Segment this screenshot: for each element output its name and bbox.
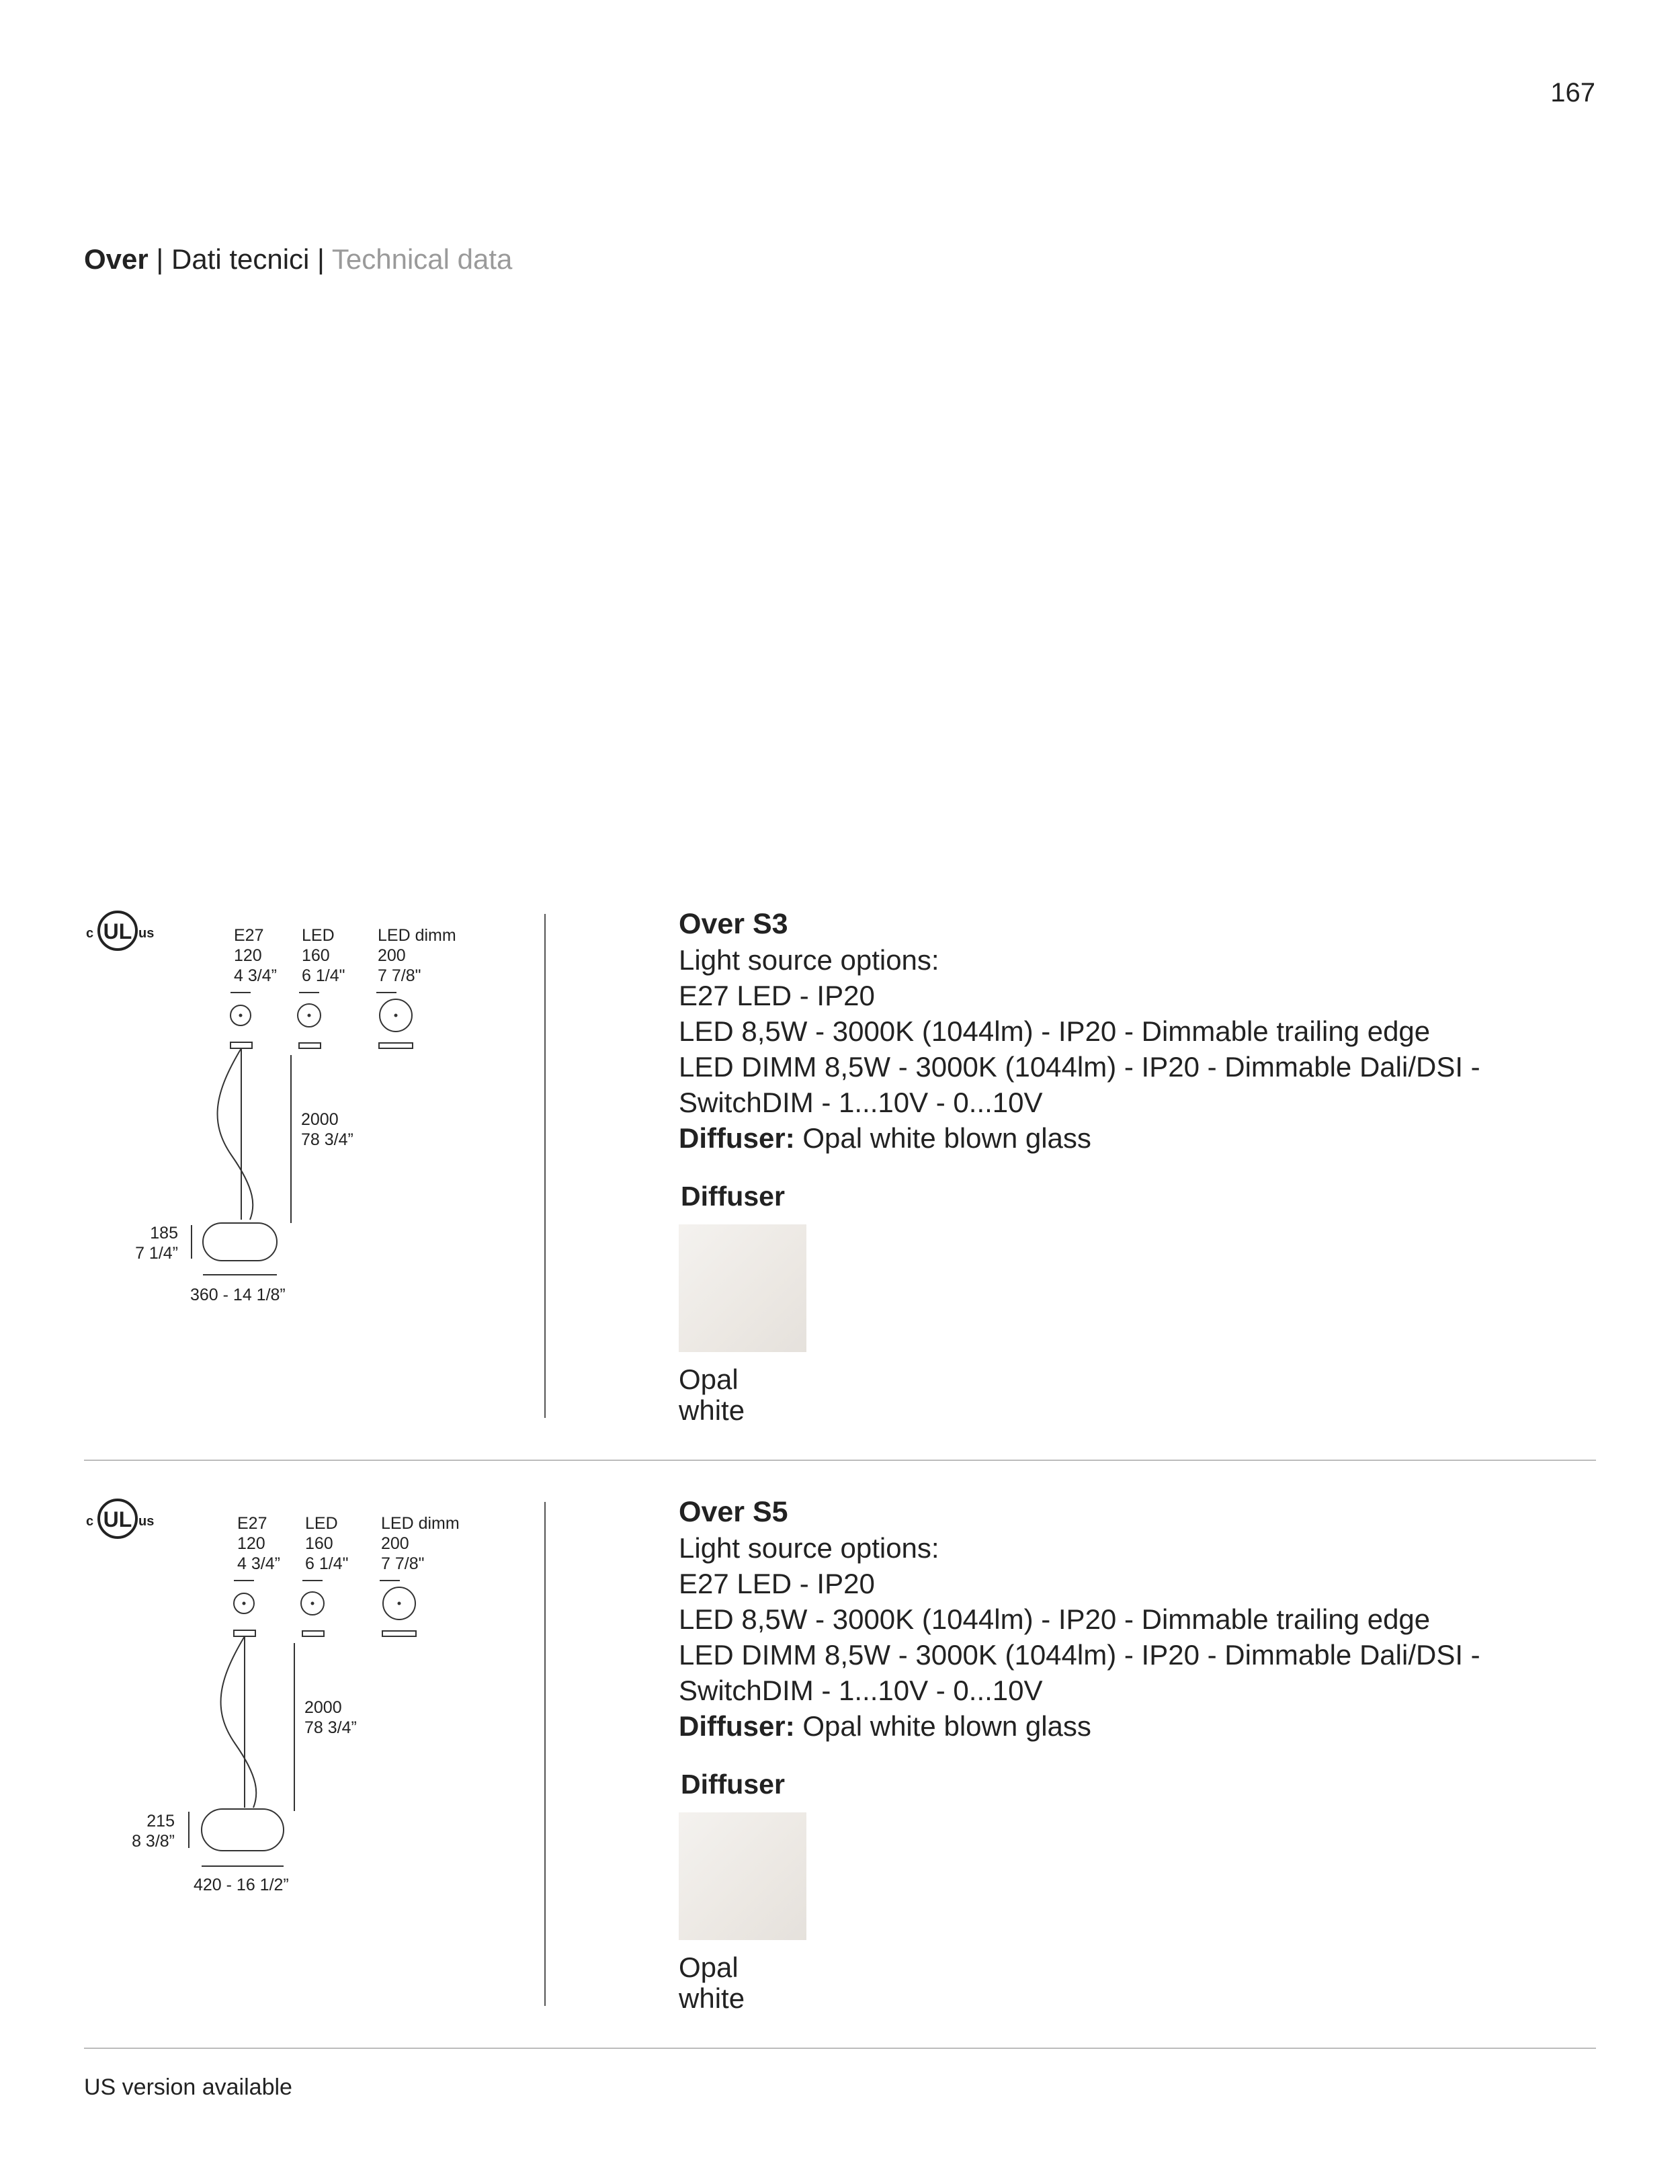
drawing-column-led: LED 160 6 1/4" (302, 926, 345, 985)
diffuser-value: Opal white blown glass (794, 1122, 1091, 1154)
option-line: LED 8,5W - 3000K (1044lm) - IP20 - Dimmable trailing edge (679, 1015, 1431, 1047)
diffuser-swatch-opal-white (679, 1812, 806, 1940)
product-title: Over S3 (679, 908, 788, 940)
swatch-label: Opal white (679, 1363, 745, 1426)
option-line: SwitchDIM - 1...10V - 0...10V (679, 1087, 1043, 1118)
option-line: LED 8,5W - 3000K (1044lm) - IP20 - Dimmable trailing edge (679, 1603, 1431, 1635)
heading-product: Over (84, 243, 149, 275)
svg-text:UL: UL (103, 1507, 132, 1531)
drawing-diameter: 360 - 14 1/8” (190, 1286, 286, 1304)
option-line: SwitchDIM - 1...10V - 0...10V (679, 1675, 1043, 1706)
svg-text:c: c (86, 1514, 94, 1529)
spec-block (679, 907, 1480, 1156)
drawing-column-e27: E27 120 4 3/4” (234, 926, 277, 985)
page-heading (84, 243, 512, 276)
svg-text:us: us (138, 1514, 155, 1529)
ul-certification-icon (81, 907, 155, 954)
drawing-height: 185 7 1/4” (135, 1224, 178, 1263)
ul-certification-icon (81, 1495, 155, 1542)
option-line: E27 LED - IP20 (679, 1568, 875, 1599)
diffuser-heading: Diffuser (681, 1181, 785, 1212)
diffuser-label: Diffuser: (679, 1710, 795, 1742)
option-line: LED DIMM 8,5W - 3000K (1044lm) - IP20 - Dimmable Dali/DSI - (679, 1639, 1480, 1671)
drawing-column-e27: E27 120 4 3/4” (237, 1514, 280, 1573)
light-source-label: Light source options: (679, 944, 939, 976)
drawing-height: 215 8 3/8” (132, 1812, 175, 1851)
option-line: E27 LED - IP20 (679, 980, 875, 1011)
diffuser-value: Opal white blown glass (794, 1710, 1091, 1742)
swatch-label: Opal white (679, 1951, 745, 2014)
option-line: LED DIMM 8,5W - 3000K (1044lm) - IP20 - Dimmable Dali/DSI - (679, 1051, 1480, 1083)
svg-text:UL: UL (103, 919, 132, 943)
spec-block (679, 1495, 1480, 1744)
drawing-column-led-dimm: LED dimm 200 7 7/8" (381, 1514, 460, 1573)
column-divider (544, 1502, 546, 2006)
drawing-cable-length: 2000 78 3/4” (304, 1698, 357, 1737)
diffuser-label: Diffuser: (679, 1122, 795, 1154)
drawing-diameter: 420 - 16 1/2” (194, 1876, 289, 1894)
drawing-cable-length: 2000 78 3/4” (301, 1110, 353, 1149)
svg-text:us: us (138, 926, 155, 941)
drawing-column-led-dimm: LED dimm 200 7 7/8" (378, 926, 456, 985)
diffuser-line (679, 1708, 1480, 1744)
drawing-column-led: LED 160 6 1/4" (305, 1514, 349, 1573)
footer-note: US version available (84, 2074, 292, 2100)
heading-english: Technical data (331, 243, 513, 275)
product-title: Over S5 (679, 1496, 788, 1528)
heading-italian: Dati tecnici (171, 243, 310, 275)
section-divider (84, 2048, 1596, 2049)
page-number: 167 (1550, 78, 1595, 108)
diffuser-line (679, 1120, 1480, 1156)
diffuser-heading: Diffuser (681, 1769, 785, 1800)
heading-separator: | (309, 243, 332, 275)
light-source-label: Light source options: (679, 1532, 939, 1564)
column-divider (544, 914, 546, 1418)
svg-text:c: c (86, 926, 94, 941)
section-divider (84, 1460, 1596, 1461)
heading-separator: | (148, 243, 171, 275)
diffuser-swatch-opal-white (679, 1224, 806, 1352)
